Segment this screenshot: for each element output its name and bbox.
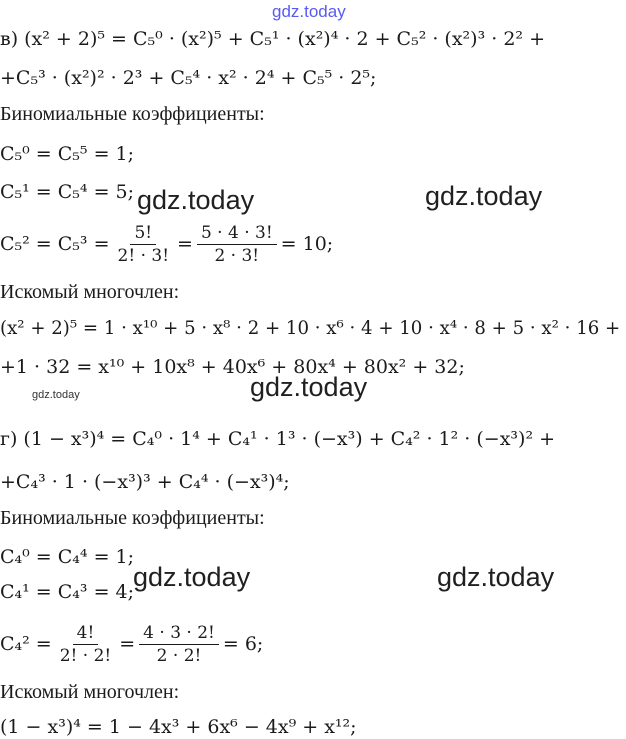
watermark: gdz.today [250,372,368,402]
part-g-expansion-line-1: г) (1 − x³)⁴ = C₄⁰ · 1⁴ + C₄¹ · 1³ · (−x³) + C₄² · 1² · (−x³)² + [0,428,556,450]
part-g-coef-3-fraction-1 [56,623,116,666]
watermark: gdz.today [437,562,555,592]
part-v-coef-3-rhs: = 10; [280,233,334,255]
watermark-small: gdz.today [32,389,80,401]
part-v-coef-3-fraction-1 [114,223,174,266]
watermark: gdz.today [425,181,543,211]
part-v-coef-2: C₅¹ = C₅⁴ = 5; [0,181,135,203]
part-v-coef-3 [0,222,333,266]
part-v-expansion-line-1: в) (x² + 2)⁵ = C₅⁰ · (x²)⁵ + C₅¹ · (x²)⁴ · 2 + C₅² · (x²)³ · 2² + [0,28,545,50]
part-v-coef-heading: Биномиальные коэффициенты: [0,103,265,125]
fraction-denominator: 2! · 3! [117,245,170,266]
part-g-coef-2: C₄¹ = C₄³ = 4; [0,581,135,603]
fraction-denominator: 2 · 3! [214,245,260,266]
part-g-coef-1: C₄⁰ = C₄⁴ = 1; [0,546,135,568]
part-v-poly-line-1: (x² + 2)⁵ = 1 · x¹⁰ + 5 · x⁸ · 2 + 10 · x⁶ · 4 + 10 · x⁴ · 8 + 5 · x² · 16 + [0,317,621,339]
part-g-coef-heading: Биномиальные коэффициенты: [0,507,265,529]
equals-sign: = [177,233,193,255]
part-v-coef-3-lhs: C₅² = C₅³ = [0,233,110,255]
part-g-expansion-line-2: +C₄³ · 1 · (−x³)³ + C₄⁴ · (−x³)⁴; [0,471,290,493]
part-v-expansion-line-2: +C₅³ · (x²)² · 2³ + C₅⁴ · x² · 2⁴ + C₅⁵ · 2⁵; [0,67,377,89]
fraction-denominator: 2 · 2! [156,645,202,666]
fraction-numerator: 4! [73,623,99,645]
part-g-coef-3-rhs: = 6; [222,633,264,655]
fraction-denominator: 2! · 2! [59,645,112,666]
watermark: gdz.today [137,185,255,215]
part-g-poly-heading: Искомый многочлен: [0,681,180,703]
watermark: gdz.today [133,562,251,592]
part-g-coef-3-lhs: C₄² = [0,633,52,655]
part-g-poly-line-1: (1 − x³)⁴ = 1 − 4x³ + 6x⁶ − 4x⁹ + x¹²; [0,716,357,738]
watermark-top: gdz.today [272,2,346,21]
part-v-coef-1: C₅⁰ = C₅⁵ = 1; [0,143,135,165]
part-g-coef-3-fraction-2 [139,623,219,666]
fraction-numerator: 5 · 4 · 3! [197,223,277,245]
fraction-numerator: 5! [130,223,156,245]
equals-sign: = [119,633,136,655]
part-g-coef-3 [0,622,263,666]
part-v-poly-line-2: +1 · 32 = x¹⁰ + 10x⁸ + 40x⁶ + 80x⁴ + 80x² + 32; [0,356,465,378]
part-v-coef-3-fraction-2 [197,223,277,266]
fraction-numerator: 4 · 3 · 2! [139,623,219,645]
part-v-poly-heading: Искомый многочлен: [0,281,180,303]
